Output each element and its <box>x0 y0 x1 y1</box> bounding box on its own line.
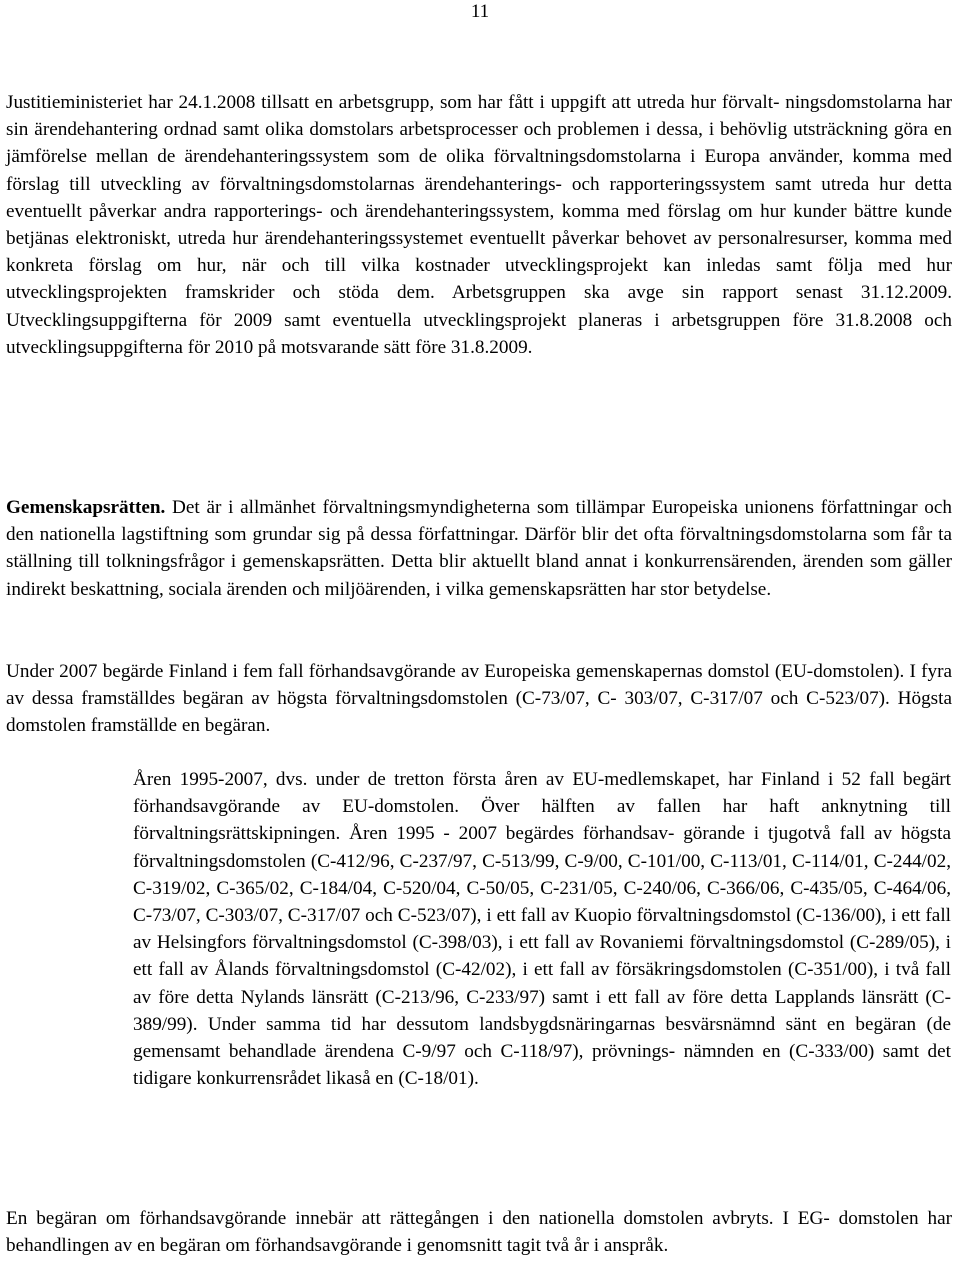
page-number: 11 <box>470 1 490 22</box>
paragraph-proceedings-suspended: En begäran om förhandsavgörande innebär att rättegången i den nationella domstolen avbryts. I EG- domstolen har behandlingen av en begäran om förhandsavgörande i genomsnitt tagit två år i anspråk. <box>6 1208 952 1257</box>
paragraph-working-group: Justitieministeriet har 24.1.2008 tillsatt en arbetsgrupp, som har fått i uppgift att utreda hur förvalt- ningsdomstolarna har sin ärendehantering ordnad samt olika domstolars arbetsprocesser och problemen i dessa, i behövlig utsträckning göra en jämförelse mellan de ärendehanteringssystem som de olika förvaltningsdomstolarna i Europa använder, komma med förslag till utveckling av förvaltningsdomstolarnas ärendehanterings- och rapporteringssystem samt utreda hur detta eventuellt påverkar andra rapporterings- och ärendehanteringssystem, komma med förslag om hur kunder bättre kunde betjänas elektroniskt, utreda hur ärendehanteringssystemet eventuellt påverkar behovet av personalresurser, komma med konkreta förslag om hur, när och till vilka kostnader utvecklingsprojekt kan inledas samt följa med hur utvecklingsprojekten framskrider och stöda dem. Arbetsgruppen ska avge sin rapport senast 31.12.2009. Utvecklingsuppgifterna för 2009 samt eventuella utvecklingsprojekt planeras i arbetsgruppen före 31.8.2008 och utvecklingsuppgifterna för 2010 på motsvarande sätt före 31.8.2009. <box>6 92 952 358</box>
paragraph-community-law <box>6 494 952 603</box>
paragraph-lead-heading: Gemenskapsrätten. <box>6 497 166 518</box>
paragraph-indented-statistics: Åren 1995-2007, dvs. under de tretton första åren av EU-medlemskapet, har Finland i 52 fall begärt förhandsavgörande av EU-domstolen. Över hälften av fallen har haft anknytning till förvaltningsrättskipningen. Åren 1995 - 2007 begärdes förhandsav- görande i tjugotvå fall av högsta förvaltningsdomstolen (C-412/96, C-237/97, C-513/99, C-9/00, C-101/00, C-113/01, C-114/01, C-244/02, C-319/02, C-365/02, C-184/04, C-520/04, C-50/05, C-231/05, C-240/06, C-366/06, C-435/05, C-464/06, C-73/07, C-303/07, C-317/07 och C-523/07), i ett fall av Kuopio förvaltningsdomstol (C-136/00), i ett fall av Helsingfors förvaltningsdomstol (C-398/03), i ett fall av Rovaniemi förvaltningsdomstol (C-289/05), i ett fall av Ålands förvaltningsdomstol (C-42/02), i ett fall av försäkringsdomstolen (C-351/00), i två fall av före detta Nylands länsrätt (C-213/96, C-233/97) samt i ett fall av före detta Lapplands länsrätt (C-389/99). Under samma tid har dessutom landsbygdsnäringarnas besvärsnämnd sänt en begäran (de gemensamt behandlade ärendena C-9/97 och C-118/97), prövnings- nämnden en (C-333/00) samt det tidigare konkurrensrådet likaså en (C-18/01). <box>133 769 951 1090</box>
paragraph-body: Det är i allmänhet förvaltningsmyndigheterna som tillämpar Europeiska unionens författningar och den nationella lagstiftning som grundar sig på dessa författningar. Därför blir det ofta förvaltningsdomstolarna som får ta ställning till tolkningsfrågor i gemenskapsrätten. Detta blir aktuellt bland annat i konkurrensärenden, ärenden som gäller indirekt beskattning, sociala ärenden och miljöärenden, i vilka gemenskapsrätten har stor betydelse. <box>6 497 952 600</box>
paragraph-preliminary-rulings-2007: Under 2007 begärde Finland i fem fall förhandsavgörande av Europeiska gemenskapernas domstol (EU-domstolen). I fyra av dessa framställdes begäran av högsta förvaltningsdomstolen (C-73/07, C- 303/07, C-317/07 och C-523/07). Högsta domstolen framställde en begäran. <box>6 661 952 737</box>
